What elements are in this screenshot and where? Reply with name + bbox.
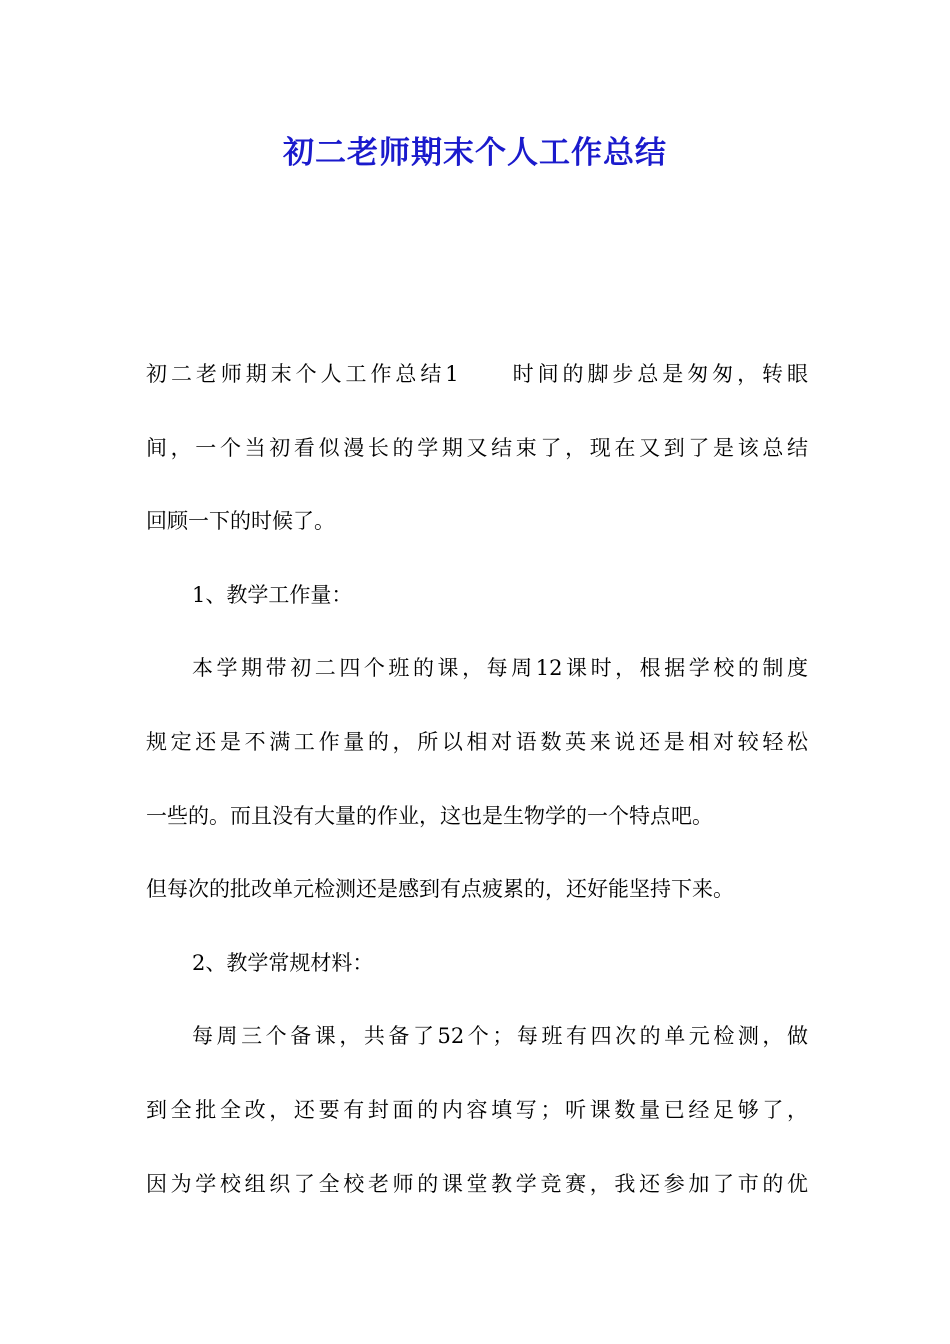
intro-line-3: 回顾一下的时候了。: [146, 509, 335, 534]
section-heading-1: 1、教学工作量：: [192, 582, 353, 607]
intro-text: 时间的脚步总是匆匆，转眼: [508, 362, 808, 386]
section-2-line-2: 到全批全改，还要有封面的内容填写；听课数量已经足够了，: [146, 1097, 808, 1122]
intro-line-1: [146, 338, 808, 412]
document-title: 初二老师期末个人工作总结: [283, 135, 667, 171]
section-1-line-3: 一些的。而且没有大量的作业，这也是生物学的一个特点吧。: [146, 803, 713, 828]
document-body: [146, 338, 808, 1221]
section-1-line-1: 本学期带初二四个班的课，每周12课时，根据学校的制度: [192, 656, 808, 681]
section-2-line-1: 每周三个备课，共备了52个；每班有四次的单元检测，做: [192, 1024, 808, 1049]
intro-line-2: 间，一个当初看似漫长的学期又结束了，现在又到了是该总结: [146, 435, 808, 460]
section-2-line-3: 因为学校组织了全校老师的课堂教学竞赛，我还参加了市的优: [146, 1171, 808, 1196]
section-1-line-2: 规定还是不满工作量的，所以相对语数英来说还是相对较轻松: [146, 729, 808, 754]
intro-heading: 初二老师期末个人工作总结1: [146, 362, 459, 386]
section-1-line-4: 但每次的批改单元检测还是感到有点疲累的，还好能坚持下来。: [146, 877, 734, 902]
section-heading-2: 2、教学常规材料：: [192, 950, 374, 975]
